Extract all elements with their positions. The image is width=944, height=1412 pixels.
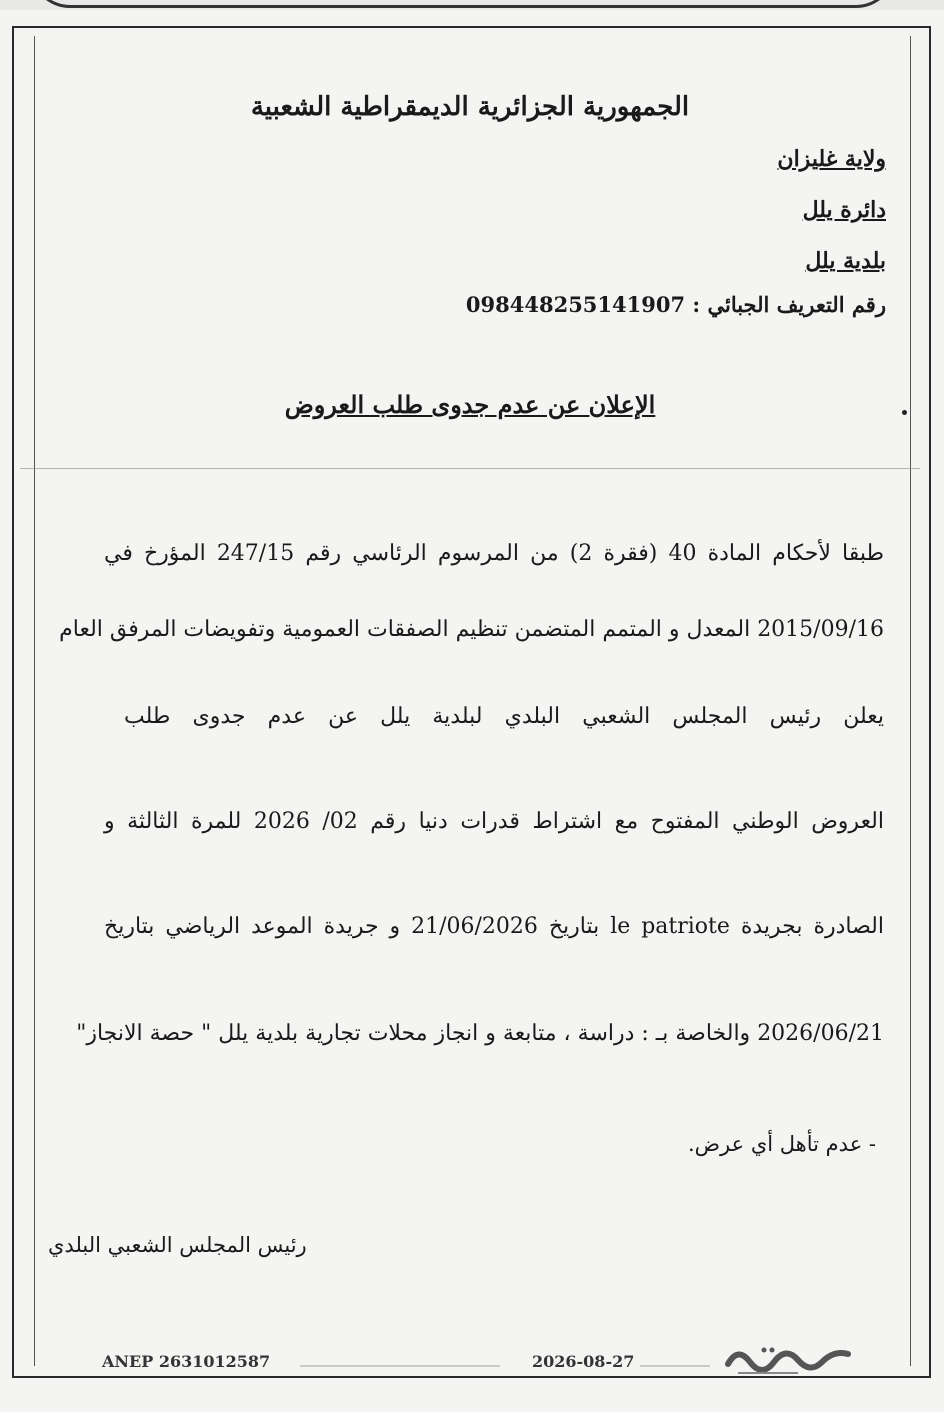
scan-dot	[902, 410, 907, 415]
tax-id-value: 098448255141907	[465, 292, 686, 317]
publication-date: 2026-08-27	[532, 1352, 635, 1371]
republic-title: الجمهورية الجزائرية الديمقراطية الشعبية	[250, 92, 690, 122]
page-border	[12, 26, 931, 1378]
body-line-3: يعلن رئيس المجلس الشعبي البلدي لبلدية يلل عن عدم جدوى طلب	[124, 704, 884, 729]
anep-number: ANEP 2631012587	[102, 1352, 271, 1371]
tax-id-label: رقم التعريف الجبائي :	[692, 292, 886, 317]
daira-heading: دائرة يلل	[802, 197, 886, 223]
commune-heading: بلدية يلل	[805, 248, 886, 274]
scan-fold-line	[20, 468, 920, 469]
footer-rule-left	[300, 1365, 500, 1367]
body-line-5: الصادرة بجريدة le patriote بتاريخ 21/06/2026 و جريدة الموعد الرياضي بتاريخ	[104, 914, 884, 939]
el-mawid-logo-icon	[718, 1340, 868, 1380]
signature-line: رئيس المجلس الشعبي البلدي	[48, 1233, 307, 1257]
no-offer-line: - عدم تأهل أي عرض.	[687, 1132, 876, 1156]
top-frame-edge	[30, 0, 896, 8]
tax-id-line	[466, 292, 886, 317]
wilaya-heading: ولاية غليزان	[777, 146, 886, 172]
footer-rule-right	[640, 1365, 710, 1367]
announcement-title: الإعلان عن عدم جدوى طلب العروض	[284, 390, 656, 419]
body-line-6: 2026/06/21 والخاصة بـ : دراسة ، متابعة و انجاز محلات تجارية بلدية يلل " حصة الانجاز"	[76, 1021, 884, 1046]
body-line-4: العروض الوطني المفتوح مع اشتراط قدرات دنيا رقم 02/ 2026 للمرة الثالثة و	[104, 809, 884, 834]
body-line-2: 2015/09/16 المعدل و المتمم المتضمن تنظيم الصفقات العمومية وتفويضات المرفق العام	[59, 617, 884, 642]
page-border-inner	[34, 36, 911, 1366]
body-line-1: طبقا لأحكام المادة 40 (فقرة 2) من المرسوم الرئاسي رقم 247/15 المؤرخ في	[104, 541, 884, 566]
